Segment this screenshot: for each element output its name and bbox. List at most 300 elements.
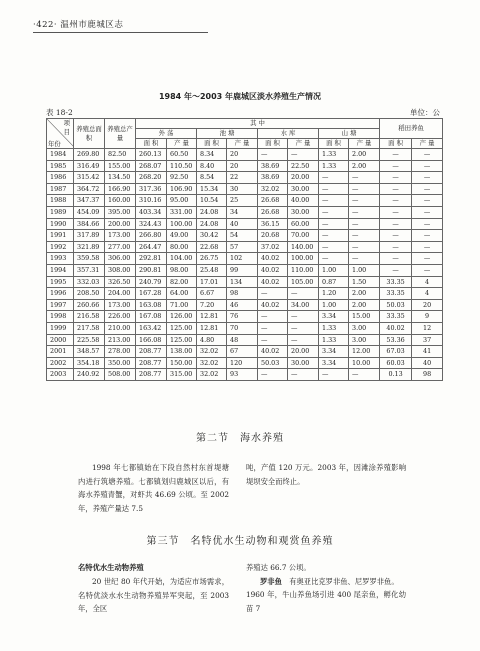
value-cell: — bbox=[380, 253, 412, 265]
value-cell: — bbox=[380, 230, 412, 242]
table-row bbox=[47, 149, 443, 161]
value-cell: 30.00 bbox=[288, 183, 319, 195]
sub-area: 面 积 bbox=[136, 139, 167, 149]
value-cell: 33.35 bbox=[380, 311, 412, 323]
value-cell: 82.50 bbox=[105, 149, 136, 161]
value-cell: 20.00 bbox=[288, 346, 319, 358]
value-cell: 76 bbox=[227, 311, 258, 323]
value-cell: 34 bbox=[227, 206, 258, 218]
value-cell: 2.00 bbox=[349, 288, 380, 300]
value-cell: — bbox=[380, 206, 412, 218]
value-cell: 1.33 bbox=[319, 160, 349, 172]
value-cell: 321.89 bbox=[74, 241, 105, 253]
value-cell: 1.33 bbox=[319, 322, 349, 334]
year-cell: 1999 bbox=[47, 322, 74, 334]
value-cell: 32.02 bbox=[197, 369, 227, 381]
value-cell: 8.34 bbox=[197, 149, 227, 161]
value-cell: 155.00 bbox=[105, 160, 136, 172]
table-body bbox=[47, 149, 443, 381]
value-cell: 269.80 bbox=[74, 149, 105, 161]
value-cell: 134 bbox=[227, 276, 258, 288]
value-cell: 15.00 bbox=[349, 311, 380, 323]
value-cell: 264.47 bbox=[136, 241, 167, 253]
value-cell: 26.68 bbox=[258, 195, 288, 207]
value-cell: 3.34 bbox=[319, 357, 349, 369]
value-cell: 508.00 bbox=[105, 369, 136, 381]
value-cell: — bbox=[319, 241, 349, 253]
table-row bbox=[47, 264, 443, 276]
value-cell: — bbox=[319, 218, 349, 230]
value-cell: 8.40 bbox=[197, 160, 227, 172]
value-cell: — bbox=[380, 183, 412, 195]
header-rule bbox=[33, 32, 208, 33]
value-cell: 80.00 bbox=[167, 241, 197, 253]
value-cell: 93 bbox=[227, 369, 258, 381]
value-cell: — bbox=[288, 369, 319, 381]
year-cell: 1991 bbox=[47, 230, 74, 242]
sub-area: 面 积 bbox=[197, 139, 227, 149]
year-cell: 1985 bbox=[47, 160, 74, 172]
table-row bbox=[47, 195, 443, 207]
value-cell: 225.58 bbox=[74, 334, 105, 346]
value-cell: 12.81 bbox=[197, 322, 227, 334]
value-cell: 332.03 bbox=[74, 276, 105, 288]
value-cell: 120 bbox=[227, 357, 258, 369]
value-cell: — bbox=[349, 218, 380, 230]
value-cell: 64.00 bbox=[167, 288, 197, 300]
table-unit: 单位：公 bbox=[410, 108, 440, 117]
value-cell: 40.02 bbox=[258, 253, 288, 265]
value-cell: 105.00 bbox=[288, 276, 319, 288]
table-row bbox=[47, 311, 443, 323]
table-row bbox=[47, 288, 443, 300]
value-cell: — bbox=[349, 253, 380, 265]
value-cell: 17.01 bbox=[197, 276, 227, 288]
value-cell: 25 bbox=[227, 195, 258, 207]
corner-cell bbox=[47, 119, 74, 149]
year-cell: 1989 bbox=[47, 206, 74, 218]
year-cell: 1997 bbox=[47, 299, 74, 311]
value-cell: 53.36 bbox=[380, 334, 412, 346]
value-cell: 7.20 bbox=[197, 299, 227, 311]
value-cell: — bbox=[412, 195, 443, 207]
table-row bbox=[47, 218, 443, 230]
table-row bbox=[47, 299, 443, 311]
group-rice-fish: 稻田养鱼 bbox=[380, 119, 443, 139]
value-cell: 173.00 bbox=[105, 230, 136, 242]
value-cell: 12.00 bbox=[349, 346, 380, 358]
value-cell: 60.03 bbox=[380, 357, 412, 369]
value-cell: — bbox=[380, 264, 412, 276]
value-cell: 4.80 bbox=[197, 334, 227, 346]
group-mountain-pond: 山 塘 bbox=[319, 129, 380, 139]
value-cell: — bbox=[412, 218, 443, 230]
value-cell: 60.50 bbox=[167, 149, 197, 161]
value-cell: 384.66 bbox=[74, 218, 105, 230]
value-cell: 357.31 bbox=[74, 264, 105, 276]
value-cell: 354.18 bbox=[74, 357, 105, 369]
value-cell: 41 bbox=[412, 346, 443, 358]
value-cell: — bbox=[412, 206, 443, 218]
value-cell: 38.69 bbox=[258, 172, 288, 184]
value-cell: 278.00 bbox=[105, 346, 136, 358]
year-cell: 2001 bbox=[47, 346, 74, 358]
value-cell: — bbox=[258, 369, 288, 381]
value-cell: 240.92 bbox=[74, 369, 105, 381]
value-cell: — bbox=[412, 241, 443, 253]
value-cell: 208.77 bbox=[136, 346, 167, 358]
value-cell: 22 bbox=[227, 172, 258, 184]
sub-output: 产 量 bbox=[227, 139, 258, 149]
table-row bbox=[47, 160, 443, 172]
group-header: 其 中 bbox=[136, 119, 380, 129]
table-row bbox=[47, 276, 443, 288]
year-cell: 1993 bbox=[47, 253, 74, 265]
year-cell: 1986 bbox=[47, 172, 74, 184]
value-cell: 316.49 bbox=[74, 160, 105, 172]
section-2-right-text: 吨，产值 120 万元。2003 年，因滩涂养殖影响堤坝安全而终止。 bbox=[246, 463, 406, 486]
value-cell: 40.02 bbox=[380, 322, 412, 334]
value-cell: 1.50 bbox=[349, 276, 380, 288]
year-cell: 2003 bbox=[47, 369, 74, 381]
year-cell: 1987 bbox=[47, 183, 74, 195]
value-cell: 2.00 bbox=[349, 149, 380, 161]
value-cell: — bbox=[412, 149, 443, 161]
group-pond: 池 塘 bbox=[197, 129, 258, 139]
value-cell: 40.02 bbox=[258, 299, 288, 311]
value-cell: — bbox=[319, 230, 349, 242]
value-cell: — bbox=[412, 160, 443, 172]
value-cell: 150.00 bbox=[167, 357, 197, 369]
value-cell: 1.00 bbox=[319, 264, 349, 276]
value-cell: 125.00 bbox=[167, 334, 197, 346]
value-cell: 208.77 bbox=[136, 357, 167, 369]
table-row bbox=[47, 183, 443, 195]
value-cell: 37 bbox=[412, 334, 443, 346]
value-cell: 48 bbox=[227, 334, 258, 346]
value-cell: 95.00 bbox=[167, 195, 197, 207]
value-cell: — bbox=[380, 172, 412, 184]
tilapia-term: 罗非鱼 bbox=[260, 576, 282, 586]
value-cell: 102 bbox=[227, 253, 258, 265]
value-cell: — bbox=[380, 195, 412, 207]
table-row bbox=[47, 322, 443, 334]
value-cell: — bbox=[380, 160, 412, 172]
value-cell: — bbox=[380, 218, 412, 230]
value-cell: 104.00 bbox=[167, 253, 197, 265]
value-cell: 10.54 bbox=[197, 195, 227, 207]
value-cell: — bbox=[319, 172, 349, 184]
value-cell: 40.00 bbox=[288, 195, 319, 207]
value-cell: 166.90 bbox=[105, 183, 136, 195]
value-cell: 260.13 bbox=[136, 149, 167, 161]
value-cell: 125.00 bbox=[167, 322, 197, 334]
value-cell: 2.00 bbox=[349, 160, 380, 172]
section-3-right-line-3: 1960 年，牛山养鱼场引进 400 尾亲鱼，孵化幼苗 7 bbox=[246, 590, 406, 613]
table-row bbox=[47, 172, 443, 184]
value-cell: — bbox=[349, 183, 380, 195]
value-cell: 266.80 bbox=[136, 230, 167, 242]
value-cell: 1.33 bbox=[319, 149, 349, 161]
value-cell: 30.42 bbox=[197, 230, 227, 242]
value-cell: 260.66 bbox=[74, 299, 105, 311]
value-cell: 34.00 bbox=[288, 299, 319, 311]
tilapia-text: 有奥亚比克罗非鱼、尼罗罗非鱼。 bbox=[289, 576, 399, 586]
value-cell: 348.57 bbox=[74, 346, 105, 358]
section-3-title: 第三节 名特优水生动物和观赏鱼养殖 bbox=[146, 536, 334, 547]
value-cell: 10.00 bbox=[349, 357, 380, 369]
value-cell: 1.00 bbox=[319, 299, 349, 311]
value-cell: 9 bbox=[412, 311, 443, 323]
year-cell: 1998 bbox=[47, 311, 74, 323]
value-cell: 4 bbox=[412, 288, 443, 300]
value-cell: 99 bbox=[227, 264, 258, 276]
page-header: ·422· 温州市鹿城区志 bbox=[33, 20, 124, 30]
year-cell: 2000 bbox=[47, 334, 74, 346]
value-cell: 8.54 bbox=[197, 172, 227, 184]
year-cell: 1996 bbox=[47, 288, 74, 300]
value-cell: — bbox=[380, 241, 412, 253]
value-cell: — bbox=[349, 369, 380, 381]
value-cell: 310.16 bbox=[136, 195, 167, 207]
value-cell: 395.00 bbox=[105, 206, 136, 218]
value-cell: — bbox=[288, 288, 319, 300]
value-cell: 15.34 bbox=[197, 183, 227, 195]
value-cell: 1.33 bbox=[319, 334, 349, 346]
section-3-right-line-1: 养殖达 66.7 公顷。 bbox=[246, 563, 311, 572]
value-cell: 20 bbox=[227, 160, 258, 172]
value-cell: 290.81 bbox=[136, 264, 167, 276]
sub-output: 产 量 bbox=[288, 139, 319, 149]
value-cell: — bbox=[319, 183, 349, 195]
value-cell: 30.00 bbox=[288, 206, 319, 218]
value-cell: 25.48 bbox=[197, 264, 227, 276]
table-row bbox=[47, 206, 443, 218]
value-cell: 454.09 bbox=[74, 206, 105, 218]
value-cell: 24.08 bbox=[197, 206, 227, 218]
value-cell: — bbox=[319, 206, 349, 218]
value-cell: 22.68 bbox=[197, 241, 227, 253]
value-cell: — bbox=[412, 264, 443, 276]
value-cell: 26.68 bbox=[258, 206, 288, 218]
value-cell: 92.50 bbox=[167, 172, 197, 184]
value-cell: 292.81 bbox=[136, 253, 167, 265]
value-cell: 210.00 bbox=[105, 322, 136, 334]
value-cell: 268.07 bbox=[136, 160, 167, 172]
value-cell: 240.79 bbox=[136, 276, 167, 288]
value-cell: 6.67 bbox=[197, 288, 227, 300]
value-cell: — bbox=[412, 183, 443, 195]
total-output-header: 养殖总产量 bbox=[105, 119, 136, 149]
value-cell: 0.87 bbox=[319, 276, 349, 288]
section-3-subheading: 名特优水生动物养殖 bbox=[78, 563, 144, 572]
value-cell: 54 bbox=[227, 230, 258, 242]
value-cell: 30 bbox=[227, 183, 258, 195]
sub-output: 产 量 bbox=[167, 139, 197, 149]
value-cell: 167.28 bbox=[136, 288, 167, 300]
value-cell: — bbox=[288, 334, 319, 346]
value-cell: 71.00 bbox=[167, 299, 197, 311]
value-cell: — bbox=[349, 195, 380, 207]
value-cell: 12 bbox=[412, 322, 443, 334]
sub-output: 产 量 bbox=[412, 139, 443, 149]
value-cell: 50.03 bbox=[380, 299, 412, 311]
table-row bbox=[47, 230, 443, 242]
value-cell: 38.69 bbox=[258, 160, 288, 172]
value-cell: — bbox=[258, 322, 288, 334]
year-cell: 2002 bbox=[47, 357, 74, 369]
section-3-right-line-2 bbox=[246, 575, 406, 589]
corner-item-label: 项 bbox=[63, 119, 70, 127]
value-cell: 166.08 bbox=[136, 334, 167, 346]
value-cell: 20 bbox=[227, 149, 258, 161]
value-cell: — bbox=[349, 241, 380, 253]
value-cell: 3.34 bbox=[319, 346, 349, 358]
value-cell: 364.72 bbox=[74, 183, 105, 195]
value-cell: — bbox=[288, 149, 319, 161]
value-cell: 20 bbox=[412, 299, 443, 311]
value-cell: 3.34 bbox=[319, 311, 349, 323]
value-cell: 216.58 bbox=[74, 311, 105, 323]
value-cell: 26.75 bbox=[197, 253, 227, 265]
value-cell: 173.00 bbox=[105, 299, 136, 311]
value-cell: 4 bbox=[412, 276, 443, 288]
value-cell: 140.00 bbox=[288, 241, 319, 253]
value-cell: 226.00 bbox=[105, 311, 136, 323]
value-cell: 1.20 bbox=[319, 288, 349, 300]
value-cell: 163.42 bbox=[136, 322, 167, 334]
value-cell: 126.00 bbox=[167, 311, 197, 323]
value-cell: 110.50 bbox=[167, 160, 197, 172]
value-cell: 98.00 bbox=[167, 264, 197, 276]
value-cell: 315.00 bbox=[167, 369, 197, 381]
value-cell: 22.50 bbox=[288, 160, 319, 172]
value-cell: — bbox=[258, 149, 288, 161]
value-cell: 3.00 bbox=[349, 334, 380, 346]
sub-area: 面 积 bbox=[380, 139, 412, 149]
value-cell: 134.50 bbox=[105, 172, 136, 184]
value-cell: — bbox=[258, 334, 288, 346]
value-cell: 315.42 bbox=[74, 172, 105, 184]
value-cell: — bbox=[319, 253, 349, 265]
value-cell: 106.90 bbox=[167, 183, 197, 195]
value-cell: 20.68 bbox=[258, 230, 288, 242]
value-cell: 317.89 bbox=[74, 230, 105, 242]
table-title: 1984 年～2003 年鹿城区淡水养殖生产情况 bbox=[158, 92, 322, 101]
value-cell: 12.81 bbox=[197, 311, 227, 323]
value-cell: 49.00 bbox=[167, 230, 197, 242]
value-cell: 200.00 bbox=[105, 218, 136, 230]
value-cell: 350.00 bbox=[105, 357, 136, 369]
value-cell: 100.00 bbox=[167, 218, 197, 230]
value-cell: 324.43 bbox=[136, 218, 167, 230]
sub-area: 面 积 bbox=[258, 139, 288, 149]
value-cell: 204.00 bbox=[105, 288, 136, 300]
value-cell: — bbox=[258, 311, 288, 323]
table-row bbox=[47, 253, 443, 265]
value-cell: 331.00 bbox=[167, 206, 197, 218]
value-cell: 208.50 bbox=[74, 288, 105, 300]
corner-year-label: 年份 bbox=[48, 139, 61, 148]
value-cell: 40 bbox=[227, 218, 258, 230]
value-cell: 40 bbox=[412, 357, 443, 369]
year-cell: 1995 bbox=[47, 276, 74, 288]
value-cell: 37.02 bbox=[258, 241, 288, 253]
year-cell: 1990 bbox=[47, 218, 74, 230]
value-cell: 82.00 bbox=[167, 276, 197, 288]
value-cell: — bbox=[258, 288, 288, 300]
value-cell: — bbox=[319, 369, 349, 381]
year-cell: 1988 bbox=[47, 195, 74, 207]
value-cell: 213.00 bbox=[105, 334, 136, 346]
value-cell: 217.58 bbox=[74, 322, 105, 334]
value-cell: — bbox=[349, 206, 380, 218]
value-cell: 100.00 bbox=[288, 253, 319, 265]
value-cell: — bbox=[412, 230, 443, 242]
value-cell: 277.00 bbox=[105, 241, 136, 253]
year-cell: 1984 bbox=[47, 149, 74, 161]
value-cell: — bbox=[319, 195, 349, 207]
table-row bbox=[47, 357, 443, 369]
value-cell: 36.15 bbox=[258, 218, 288, 230]
value-cell: 40.02 bbox=[258, 276, 288, 288]
table-row bbox=[47, 346, 443, 358]
table-row bbox=[47, 241, 443, 253]
value-cell: — bbox=[412, 253, 443, 265]
sub-area: 面 积 bbox=[319, 139, 349, 149]
value-cell: 138.00 bbox=[167, 346, 197, 358]
year-cell: 1992 bbox=[47, 241, 74, 253]
value-cell: 57 bbox=[227, 241, 258, 253]
table-row bbox=[47, 334, 443, 346]
section-3-right-text bbox=[246, 561, 406, 615]
group-reservoir: 水 库 bbox=[258, 129, 319, 139]
total-area-header: 养殖总面积 bbox=[74, 119, 105, 149]
value-cell: 32.02 bbox=[197, 346, 227, 358]
value-cell: 98 bbox=[227, 288, 258, 300]
section-2-title: 第二节 海水养殖 bbox=[196, 433, 284, 444]
table-row bbox=[47, 369, 443, 381]
value-cell: 67.03 bbox=[380, 346, 412, 358]
value-cell: — bbox=[288, 322, 319, 334]
value-cell: 33.35 bbox=[380, 276, 412, 288]
section-2-left-text: 1998 年七都镇始在下段自然村东首堤塘内进行筑塘养殖。七都镇划归鹿城区以后，有海水养殖青蟹，对虾共 46.69 公顷。至 2002 年，养殖产量达 7.5 bbox=[78, 463, 229, 513]
value-cell: 306.00 bbox=[105, 253, 136, 265]
value-cell: — bbox=[412, 172, 443, 184]
value-cell: — bbox=[349, 230, 380, 242]
value-cell: 46 bbox=[227, 299, 258, 311]
aquaculture-table bbox=[46, 118, 443, 381]
value-cell: 326.50 bbox=[105, 276, 136, 288]
value-cell: 359.58 bbox=[74, 253, 105, 265]
value-cell: 347.37 bbox=[74, 195, 105, 207]
value-cell: 268.20 bbox=[136, 172, 167, 184]
value-cell: 2.00 bbox=[349, 299, 380, 311]
value-cell: 67 bbox=[227, 346, 258, 358]
corner-item-label-2: 目 bbox=[63, 128, 70, 136]
value-cell: 163.08 bbox=[136, 299, 167, 311]
value-cell: 403.34 bbox=[136, 206, 167, 218]
value-cell: 60.00 bbox=[288, 218, 319, 230]
value-cell: — bbox=[380, 149, 412, 161]
group-outer-lake: 外 荡 bbox=[136, 129, 197, 139]
value-cell: — bbox=[288, 311, 319, 323]
value-cell: 160.00 bbox=[105, 195, 136, 207]
value-cell: 33.35 bbox=[380, 288, 412, 300]
value-cell: 24.08 bbox=[197, 218, 227, 230]
value-cell: 70.00 bbox=[288, 230, 319, 242]
year-cell: 1994 bbox=[47, 264, 74, 276]
